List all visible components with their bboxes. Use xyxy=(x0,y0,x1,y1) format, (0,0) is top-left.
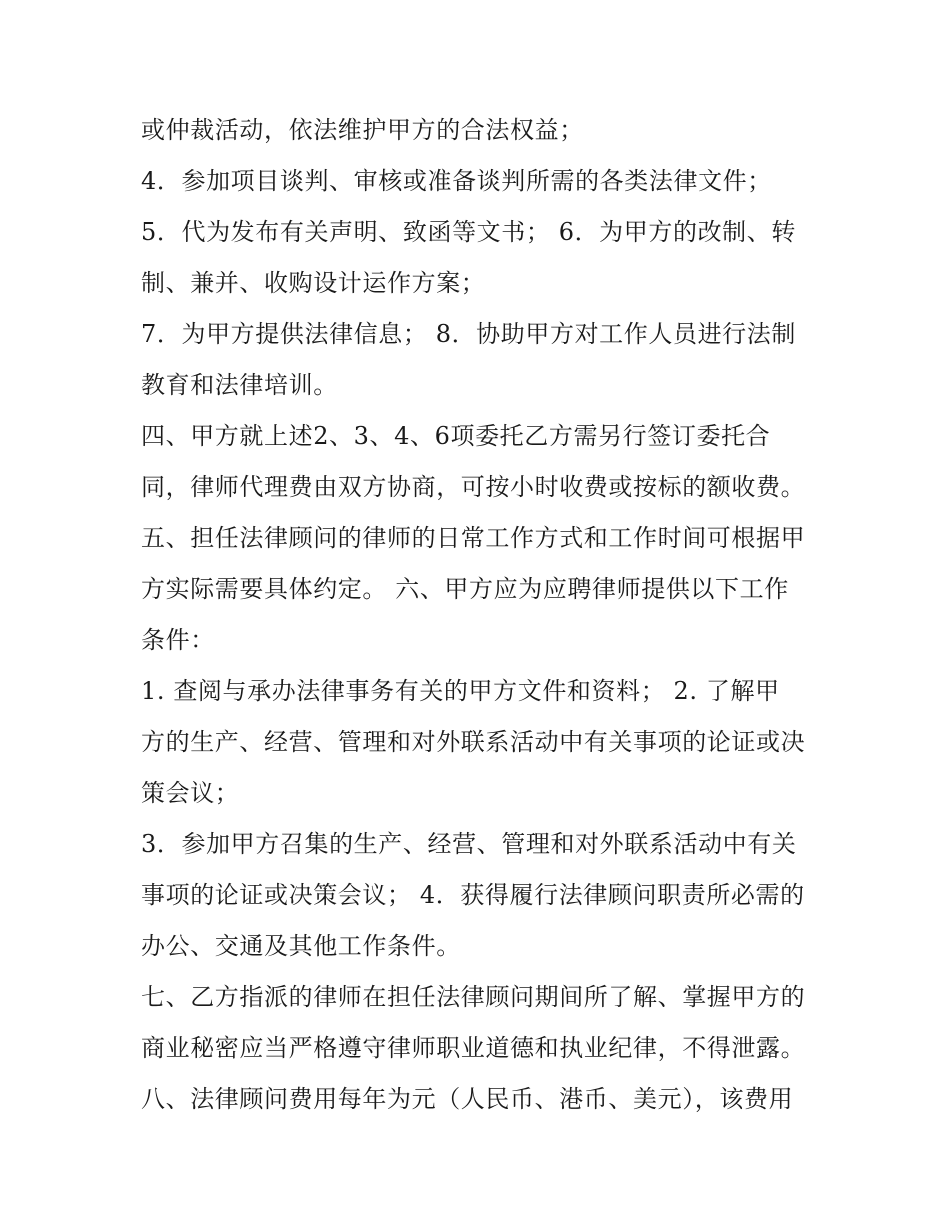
text-line: 事项的论证或决策会议； 4．获得履行法律顾问职责所必需的 xyxy=(141,881,805,909)
text-line: 八、法律顾问费用每年为元（人民币、港币、美元），该费用 xyxy=(141,1085,794,1113)
text-line: 五、担任法律顾问的律师的日常工作方式和工作时间可根据甲 xyxy=(141,524,806,552)
text-line: 办公、交通及其他工作条件。 xyxy=(141,932,461,960)
text-line: 5．代为发布有关声明、致函等文书； 6．为甲方的改制、转 xyxy=(141,218,796,246)
text-line: 7．为甲方提供法律信息； 8．协助甲方对工作人员进行法制 xyxy=(141,320,796,348)
text-line: 四、甲方就上述2、3、4、6项委托乙方需另行签订委托合 xyxy=(141,422,771,450)
text-line: 商业秘密应当严格遵守律师职业道德和执业纪律，不得泄露。 xyxy=(141,1034,806,1062)
text-line: 策会议； xyxy=(141,779,240,807)
text-line: 条件： xyxy=(141,626,215,654)
text-line: 4．参加项目谈判、审核或准备谈判所需的各类法律文件； xyxy=(141,167,772,195)
text-line: 1. 查阅与承办法律事务有关的甲方文件和资料； 2. 了解甲 xyxy=(141,677,780,705)
text-line: 同，律师代理费由双方协商，可按小时收费或按标的额收费。 xyxy=(141,473,806,501)
text-line: 教育和法律培训。 xyxy=(141,371,338,399)
text-line: 3．参加甲方召集的生产、经营、管理和对外联系活动中有关 xyxy=(141,830,797,858)
text-line: 制、兼并、收购设计运作方案； xyxy=(141,269,486,297)
text-line: 方实际需要具体约定。 六、甲方应为应聘律师提供以下工作 xyxy=(141,575,789,603)
text-line: 或仲裁活动，依法维护甲方的合法权益； xyxy=(141,116,584,144)
text-line: 方的生产、经营、管理和对外联系活动中有关事项的论证或决 xyxy=(141,728,806,756)
text-line: 七、乙方指派的律师在担任法律顾问期间所了解、掌握甲方的 xyxy=(141,983,806,1011)
